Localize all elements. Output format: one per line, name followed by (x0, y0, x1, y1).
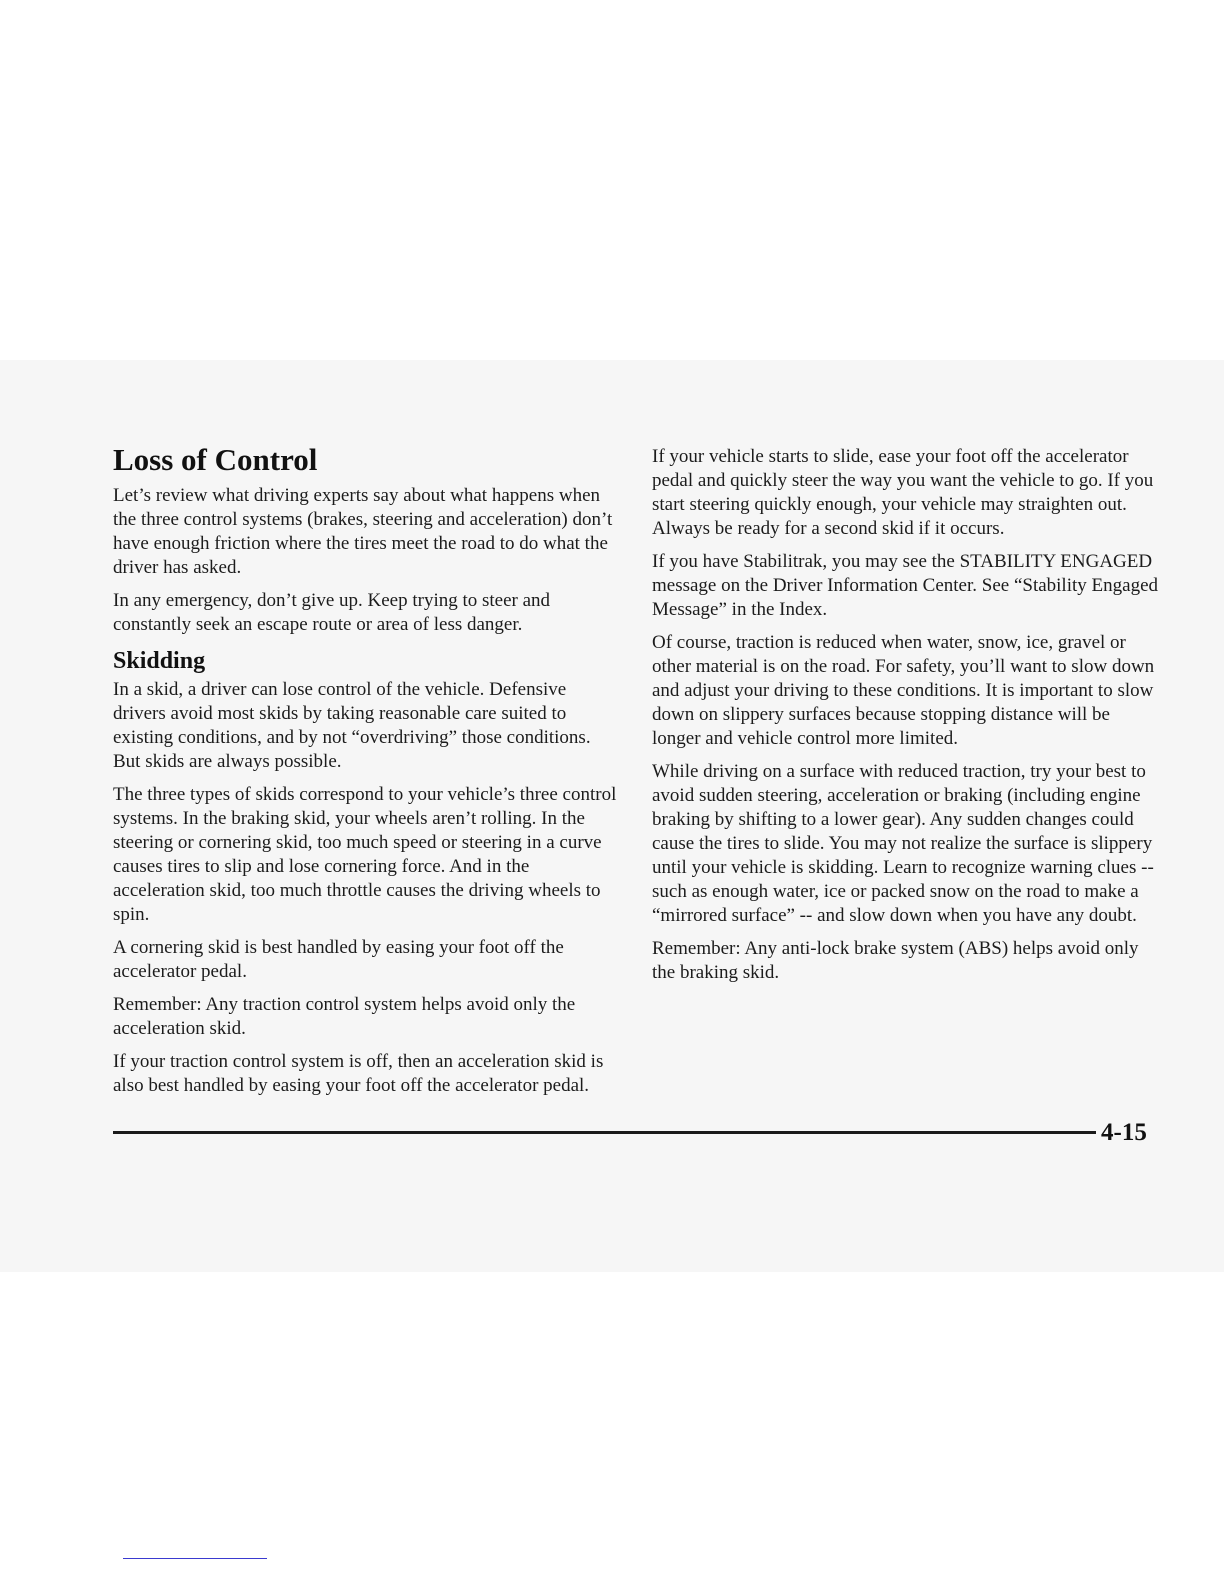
right-column (652, 445, 1162, 994)
right-paragraph-1: If your vehicle starts to slide, ease your foot off the accelerator pedal and quickly steer the way you want the vehicle to go. If you start steering quickly enough, your vehicle may straighten out. Always be ready for a second skid if it occurs. (652, 446, 1154, 539)
right-paragraph-3: Of course, traction is reduced when water, snow, ice, gravel or other material is on the road. For safety, you’ll want to slow down and adjust your driving to these conditions. It is important to slow down on slippery surfaces because stopping distance will be longer and vehicle control more limited. (652, 632, 1155, 749)
skidding-paragraph-5: If your traction control system is off, then an acceleration skid is also best handled by easing your foot off the accelerator pedal. (113, 1051, 604, 1096)
footer-divider (113, 1131, 1096, 1134)
skidding-paragraph-1: In a skid, a driver can lose control of the vehicle. Defensive drivers avoid most skids by taking reasonable care suited to existing conditions, and by not “overdriving” those conditions. But skids are always possible. (113, 679, 591, 772)
right-paragraph-5: Remember: Any anti-lock brake system (ABS) helps avoid only the braking skid. (652, 938, 1139, 983)
right-paragraph-2: If you have Stabilitrak, you may see the STABILITY ENGAGED message on the Driver Information Center. See “Stability Engaged Message” in the Index. (652, 551, 1158, 620)
page-number: 4-15 (1101, 1119, 1147, 1146)
section-title: Loss of Control (113, 442, 318, 477)
subsection-title: Skidding (113, 648, 206, 674)
intro-paragraph-2: In any emergency, don’t give up. Keep trying to steer and constantly seek an escape route or area of less danger. (113, 590, 551, 635)
intro-paragraph-1: Let’s review what driving experts say about what happens when the three control systems (brakes, steering and acceleration) don’t have enough friction where the tires meet the road to do what the driver has asked. (113, 485, 613, 578)
left-column (113, 440, 618, 1107)
skidding-paragraph-4: Remember: Any traction control system helps avoid only the acceleration skid. (113, 994, 576, 1039)
skidding-paragraph-3: A cornering skid is best handled by easing your foot off the accelerator pedal. (113, 937, 564, 982)
skidding-paragraph-2: The three types of skids correspond to your vehicle’s three control systems. In the braking skid, your wheels aren’t rolling. In the steering or cornering skid, too much speed or steering in a curve causes tires to slip and lose cornering force. And in the acceleration skid, too much throttle causes the driving wheels to spin. (113, 784, 617, 925)
bottom-link-underline (123, 1558, 267, 1559)
right-paragraph-4: While driving on a surface with reduced traction, try your best to avoid sudden steering, acceleration or braking (including engine braking by shifting to a lower gear). Any sudden changes could cause the tires to slide. You may not realize the surface is slippery until your vehicle is skidding. Learn to recognize warning clues -- such as enough water, ice or packed snow on the road to make a “mirrored surface” -- and slow down when you have any doubt. (652, 761, 1154, 926)
